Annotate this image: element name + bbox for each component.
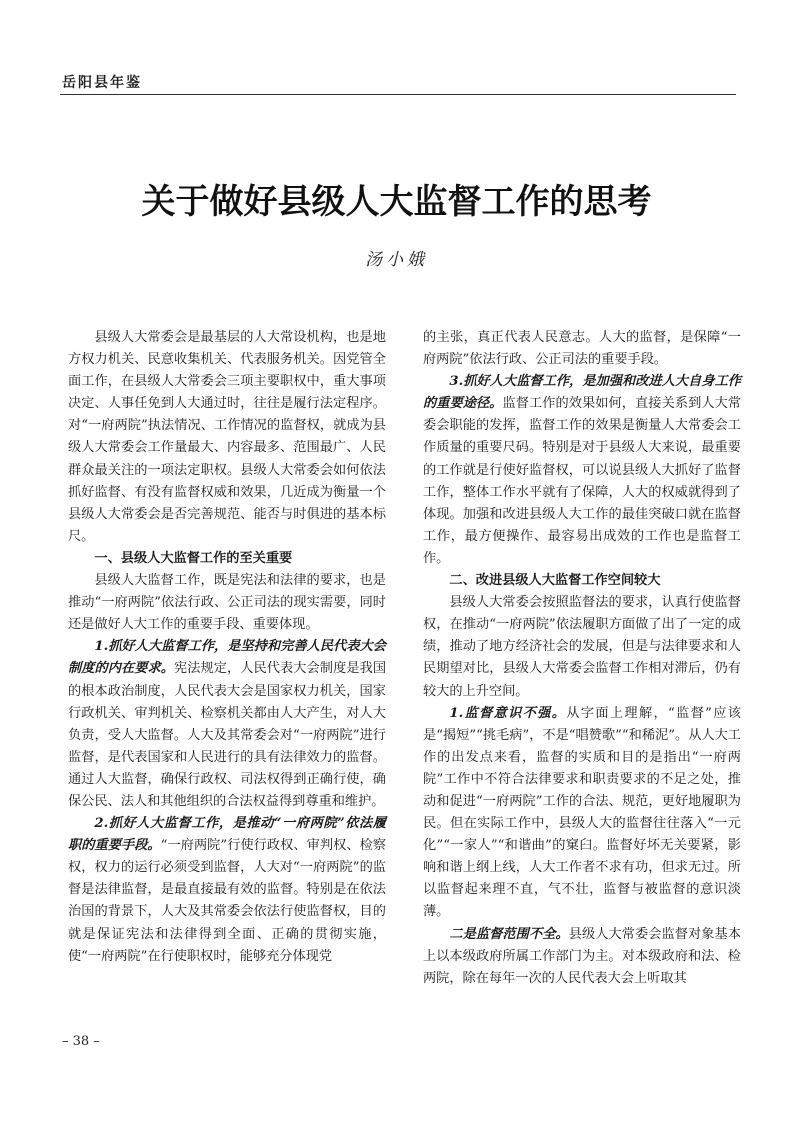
- article-author: 汤小娥: [365, 250, 428, 270]
- point-1-lead: 1.抓好人大监督工作，是坚持和完善人民代表大会制度的内在要求。: [68, 639, 386, 677]
- point-1-body: 宪法规定，人民代表大会制度是我国的根本政治制度，人民代表大会是国家权力机关，国家行政机关、审判机关、检察机关都由人大产生，对人大负责，受人大监督。人大及其常委会对“一府两院”进行监督，是代表国家和人民进行的具有法律效力的监督。通过人大监督，确保行政权、司法权得到正确行使，确保公民、法人和其他组织的合法权益得到尊重和维护。: [68, 661, 387, 809]
- right-column: [423, 327, 741, 990]
- issue-1-lead: 1.监督意识不强。: [449, 705, 567, 721]
- issue-2-paragraph: [423, 924, 741, 990]
- point-1-paragraph: [68, 636, 386, 813]
- section-1-paragraph: 县级人大监督工作，既是宪法和法律的要求，也是推动“一府两院”依法行政、公正司法的现实需要，同时还是做好人大工作的重要手段、重要体现。: [68, 573, 386, 633]
- page-number: – 38 –: [62, 1034, 100, 1049]
- issue-2-lead: 二是监督范围不全。: [449, 926, 569, 942]
- section-heading-1: 一、县级人大监督工作的至关重要: [94, 550, 293, 566]
- point-3-body: 监督工作的效果如何，直接关系到人大常委会职能的发挥，监督工作的效果是衡量人大常委会工作质量的重要尺码。特别是对于县级人大来说，最重要的工作就是行使好监督权，可以说县级人大抓好了监督工作，整体工作水平就有了保障，人大的权威就得到了体现。加强和改进县级人大工作的最佳突破口就在监督工作，最方便操作、最容易出成效的工作也是监督工作。: [423, 396, 742, 566]
- section-heading-2: 二、改进县级人大监督工作空间较大: [449, 573, 661, 589]
- point-2-lead: 2.抓好人大监督工作，是推动“一府两院”依法履职的重要手段。: [68, 816, 386, 854]
- issue-1-paragraph: [423, 703, 741, 924]
- point-3-paragraph: [423, 371, 741, 570]
- left-column: [68, 327, 386, 968]
- section-2-paragraph: 县级人大常委会按照监督法的要求，认真行使监督权，在推动“一府两院”依法履职方面做了出了一定的成绩，推动了地方经济社会的发展，但是与法律要求和人民期望对比，县级人大常委会监督工作相对滞后，仍有较大的上升空间。: [423, 595, 741, 699]
- issue-2-body: 县级人大常委会监督对象基本上以本级政府所属工作部门为主。对本级政府和法、检两院，除在每年一次的人民代表大会上听取其: [423, 926, 742, 986]
- issue-1-body: 从字面上理解，“监督”应该是“揭短”“挑毛病”，不是“唱赞歌”“和稀泥”。从人大工作的出发点来看，监督的实质和目的是指出“一府两院”工作中不符合法律要求和职责要求的不足之处，推动和促进“一府两院”工作的合法、规范，更好地履职为民。但在实际工作中，县级人大的监督往往落入“一元化”“一家人”“和谐曲”的窠臼。监督好坏无关要紧，影响和谐上纲上线，人大工作者不求有功，但求无过。所以监督起来理不直，气不壮，监督与被监督的意识淡薄。: [423, 705, 741, 920]
- continued-paragraph: 的主张，真正代表人民意志。人大的监督，是保障“一府两院”依法行政、公正司法的重要手段。: [423, 330, 741, 368]
- point-2-paragraph: [68, 813, 386, 968]
- header-divider: [60, 94, 736, 95]
- point-3-lead: 3.抓好人大监督工作，是加强和改进人大自身工作的重要途径。: [423, 374, 741, 412]
- running-header-title: 岳阳县年鉴: [62, 75, 142, 91]
- intro-paragraph: 县级人大常委会是最基层的人大常设机构，也是地方权力机关、民意收集机关、代表服务机关。因党管全面工作，在县级人大常委会三项主要职权中，重大事项决定、人事任免到人大通过时，往往是履行法定程序。对“一府两院”执法情况、工作情况的监督权，就成为县级人大常委会工作量最大、内容最多、范围最广、人民群众最关注的一项法定职权。县级人大常委会如何依法抓好监督、有没有监督权威和效果，几近成为衡量一个县级人大常委会是否完善规范、能否与时俱进的基本标尺。: [68, 330, 386, 544]
- point-2-body: “一府两院”行使行政权、审判权、检察权，权力的运行必须受到监督，人大对“一府两院”的监督是法律监督，是最直接最有效的监督。特别是在依法治国的背景下，人大及其常委会依法行使监督权，目的就是保证宪法和法律得到全面、正确的贯彻实施，使“一府两院”在行使职权时，能够充分体现党: [68, 838, 387, 964]
- article-title: 关于做好县级人大监督工作的思考: [141, 182, 652, 222]
